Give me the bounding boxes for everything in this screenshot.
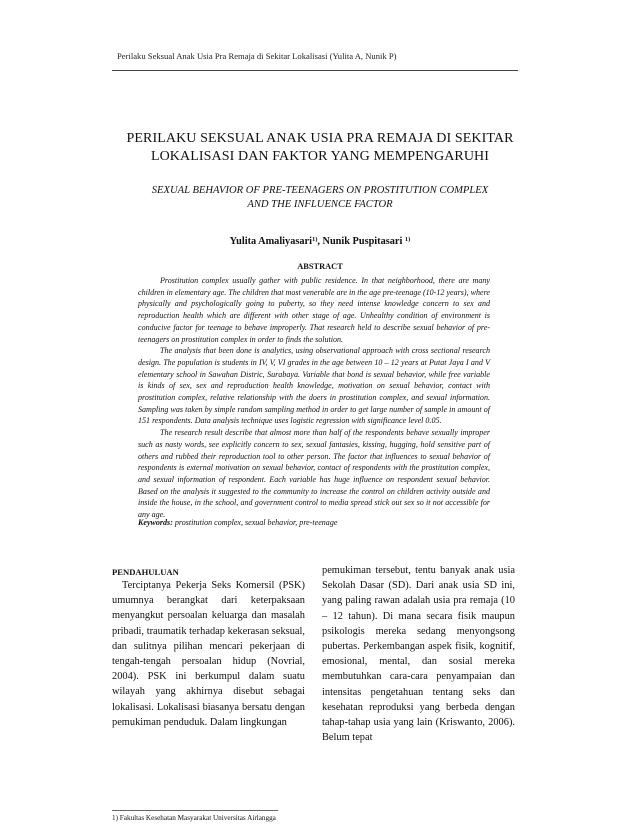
abstract-paragraph: Prostitution complex usually gather with public residence. In that neighborhood, there are many children in elementary age. The children that most venerable are in the age pre-teenage (10-12 years), where physically and psychologically going to puberty, so they need intense knowledge concern to sex and reproduction health which are different with other stage of age. Unhealthy condition of environment is conducive factor for teenage to behave improperly. That research held to describe sexual behavior of pre-teenagers on prostitution complex in order to finds the solution. [138,276,490,344]
author-affiliation-mark: 1) [404,236,411,243]
body-column-right [322,563,515,745]
section-heading: PENDAHULUAN [112,567,179,577]
author-name: Yulita Amaliyasari [229,236,312,247]
author-affiliation-mark: 1) [311,236,318,243]
footnote: 1) Fakultas Kesehatan Masyarakat Universitas Airlangga [112,814,276,822]
title-line-1: PERILAKU SEKSUAL ANAK USIA PRA REMAJA DI SEKITAR [126,131,514,146]
body-column-left [112,578,305,730]
header-rule [112,70,518,71]
subtitle-line-1: SEXUAL BEHAVIOR OF PRE-TEENAGERS ON PROSTITUTION COMPLEX [151,185,489,196]
keywords-label: Keywords: [138,518,173,527]
body-paragraph: Terciptanya Pekerja Seks Komersil (PSK) umumnya berangkat dari keterpaksaan menyangkut persoalan keluarga dan masalah pribadi, traumatik terhadap kekerasan seksual, dan sulitnya pilihan mencari pekerjaan di tengah-tengah persoalan hidup (Novrial, 2004). PSK ini berkumpul dalam suatu wilayah yang akhirnya disebut sebagai lokalisasi. Lokalisasi biasanya bersatu dengan pemukiman penduduk. Dalam lingkungan [112,580,305,728]
abstract-body [138,275,490,521]
body-paragraph: pemukiman tersebut, tentu banyak anak usia Sekolah Dasar (SD). Dari anak usia SD ini, yang paling rawan adalah usia pra remaja (10 – 12 tahun). Di mana secara fisik maupun psikologis mereka sedang menyongsong pubertas. Perkembangan aspek fisik, kognitif, emosional, mental, dan sosial mereka membutuhkan cara-cara penyampaian dan intensitas pengetahuan tentang seks dan kesehatan reproduksi yang berbeda dengan tahap-tahap usia yang lain (Kriswanto, 2006). Belum tepat [322,565,515,744]
abstract-heading: ABSTRACT [297,262,343,271]
running-head: Perilaku Seksual Anak Usia Pra Remaja di Sekitar Lokalisasi (Yulita A, Nunik P) [117,51,397,61]
title-line-2: LOKALISASI DAN FAKTOR YANG MEMPENGARUHI [150,149,490,164]
article-title [120,130,520,166]
abstract-paragraph: The research result describe that almost more than half of the respondents behave sexually improper such as nasty words, see explicitly concern to sex, sexual fantasies, kissing, hugging, hold sensitive part of others and rubbed their reproduction tool to other person. The factor that influences to sexual behavior of respondents is external motivation on sexual behavior, contact of respondents with the prostitution complex, and sexual information of respondent. Each variable has huge influence on respondent sexual behavior. Based on the analysis it suggested to the community to increase the control on children activity outside and inside the house, in the school, and government control to media spread stick out sex so it not accessible for any age. [138,428,490,520]
footnote-rule [112,810,278,811]
abstract-paragraph: The analysis that been done is analytics, using observational approach with cross sectional research design. The population is students in IV, V, VI grades in the age between 10 – 12 years at Putat Jaya I and V elementary school in Sawahan Distric, Surabaya. Variable that bond is sexual behavior, while free variable is kinds of sex, sex and reproduction health knowledge, motivation on sexual behavior, contact with prostitution complex, relative relationship with the doers in prostitution complex, and sexual information. Sampling was taken by simple random sampling method in order to get large number of sample in amount of 151 respondents. Data analysis technique uses logistic regression with significance level 0.05. [138,346,490,426]
keywords [138,518,490,527]
keywords-list: prostitution complex, sexual behavior, pre-teenage [172,518,338,527]
author-name: , Nunik Puspitasari [317,236,403,247]
subtitle-line-2: AND THE INFLUENCE FACTOR [247,199,393,210]
article-subtitle [130,184,510,212]
author-list [150,236,490,247]
